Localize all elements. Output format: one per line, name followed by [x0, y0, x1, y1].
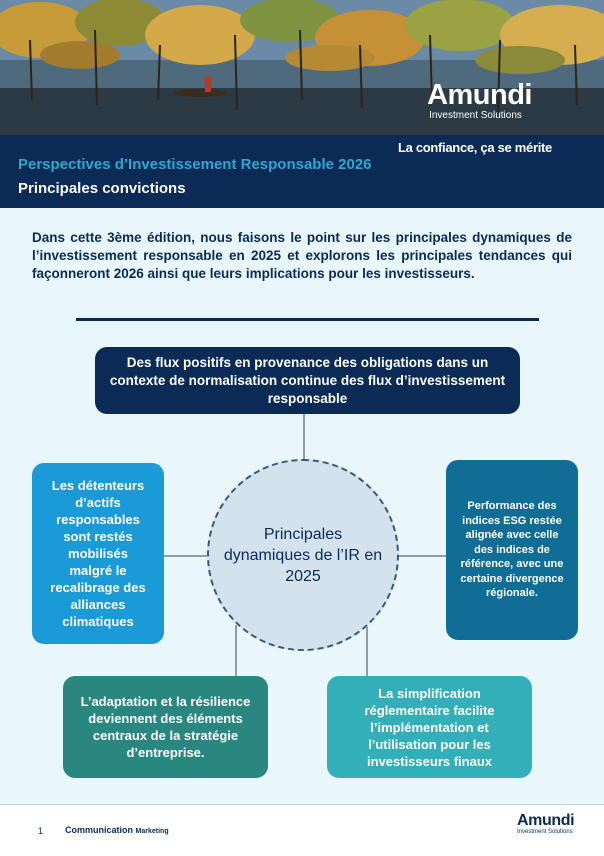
box-asset-owners	[32, 463, 164, 644]
tagline: La confiance, ça se mérite	[397, 140, 552, 155]
box-bond-flows-text: Des flux positifs en provenance des obligations dans un contexte de normalisation continue des flux d’investissement responsable	[109, 354, 506, 406]
footer-logo-subtitle: Investment Solutions	[517, 829, 573, 835]
intro-paragraph: Dans cette 3ème édition, nous faisons le point sur les principales dynamiques de l’investissement responsable en 2025 et explorons les principales tendances qui façonneront 2026 ainsi que leurs implications pour les investisseurs.	[32, 230, 572, 281]
center-label: Principales dynamiques de l’IR en 2025	[223, 525, 383, 585]
box-adaptation-resilience-text: L’adaptation et la résilience deviennent des éléments centraux de la stratégie d’entreprise.	[80, 694, 251, 760]
box-esg-performance-text: Performance des indices ESG restée alignée avec celle des indices de référence, avec une certaine divergence régionale.	[460, 500, 564, 600]
footer-logo	[517, 812, 574, 836]
logo-subtitle: Investment Solutions	[429, 110, 522, 121]
communication-label-main: Communication	[65, 825, 134, 835]
page-number: 1	[38, 826, 44, 836]
box-regulatory-simplification	[327, 676, 532, 778]
box-esg-performance	[446, 460, 578, 640]
box-regulatory-simplification-text: La simplification réglementaire facilite l’implémentation et l’utilisation pour les investisseurs finaux	[364, 685, 495, 769]
box-bond-flows	[95, 347, 520, 414]
logo-brand: Amundi	[427, 79, 532, 111]
page-title: Perspectives d’Investissement Responsable 2026	[18, 156, 372, 173]
box-adaptation-resilience	[63, 676, 268, 778]
box-asset-owners-text: Les détenteurs d’actifs responsables sont restés mobilisés malgré le recalibrage des alliances climatiques	[50, 478, 146, 629]
communication-label-small: Marketing	[135, 828, 169, 835]
center-circle	[207, 459, 399, 651]
communication-label	[65, 825, 169, 835]
page-subtitle: Principales convictions	[18, 180, 186, 197]
footer-logo-brand: Amundi	[517, 812, 575, 829]
